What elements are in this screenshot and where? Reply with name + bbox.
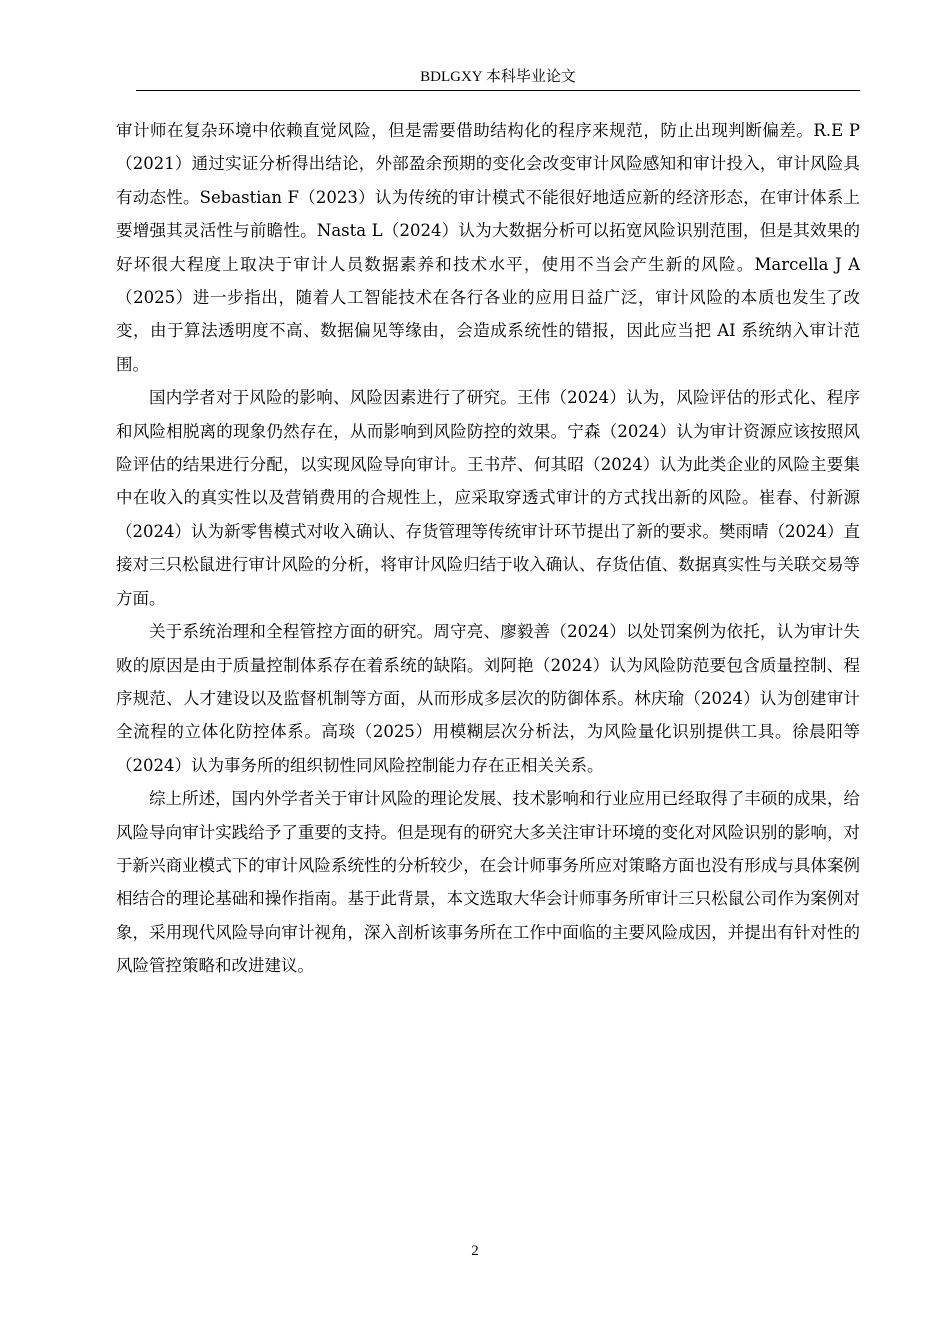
page-number: 2 (471, 1243, 479, 1259)
paragraph-summary: 综上所述，国内外学者关于审计风险的理论发展、技术影响和行业应用已经取得了丰硕的成果，给风险导向审计实践给予了重要的支持。但是现有的研究大多关注审计环境的变化对风险识别的影响，对于新兴商业模式下的审计风险系统性的分析较少，在会计师事务所应对策略方面也没有形成与具体案例相结合的理论基础和操作指南。基于此背景，本文选取大华会计师事务所审计三只松鼠公司作为案例对象，采用现代风险导向审计视角，深入剖析该事务所在工作中面临的主要风险成因，并提出有针对性的风险管控策略和改进建议。 (116, 789, 860, 976)
paragraph-system-governance: 关于系统治理和全程管控方面的研究。周守亮、廖毅善（2024）以处罚案例为依托，认为审计失败的原因是由于质量控制体系存在着系统的缺陷。刘阿艳（2024）认为风险防范要包含质量控制、程序规范、人才建设以及监督机制等方面，从而形成多层次的防御体系。林庆瑜（2024）认为创建审计全流程的立体化防控体系。高琰（2025）用模糊层次分析法，为风险量化识别提供工具。徐晨阳等（2024）认为事务所的组织韧性同风险控制能力存在正相关关系。 (116, 622, 860, 775)
header-rule (136, 90, 860, 91)
running-header: BDLGXY 本科毕业论文 (420, 69, 576, 85)
paragraph-domestic-research: 国内学者对于风险的影响、风险因素进行了研究。王伟（2024）认为，风险评估的形式化、程序和风险相脱离的现象仍然存在，从而影响到风险防控的效果。宁森（2024）认为审计资源应该按照风险评估的结果进行分配，以实现风险导向审计。王书芹、何其昭（2024）认为此类企业的风险主要集中在收入的真实性以及营销费用的合规性上，应采取穿透式审计的方式找出新的风险。崔春、付新源（2024）认为新零售模式对收入确认、存货管理等传统审计环节提出了新的要求。樊雨晴（2024）直接对三只松鼠进行审计风险的分析，将审计风险归结于收入确认、存货估值、数据真实性与关联交易等方面。 (116, 388, 860, 608)
paragraph-continued: 审计师在复杂环境中依赖直觉风险，但是需要借助结构化的程序来规范，防止出现判断偏差。R.E P（2021）通过实证分析得出结论，外部盈余预期的变化会改变审计风险感知和审计投入，审计风险具有动态性。Sebastian F（2023）认为传统的审计模式不能很好地适应新的经济形态，在审计体系上要增强其灵活性与前瞻性。Nasta L（2024）认为大数据分析可以拓宽风险识别范围，但是其效果的好坏很大程度上取决于审计人员数据素养和技术水平，使用不当会产生新的风险。Marcella J A（2025）进一步指出，随着人工智能技术在各行各业的应用日益广泛，审计风险的本质也发生了改变，由于算法透明度不高、数据偏见等缘由，会造成系统性的错报，因此应当把 AI 系统纳入审计范围。 (116, 121, 860, 374)
body-text (116, 114, 860, 983)
